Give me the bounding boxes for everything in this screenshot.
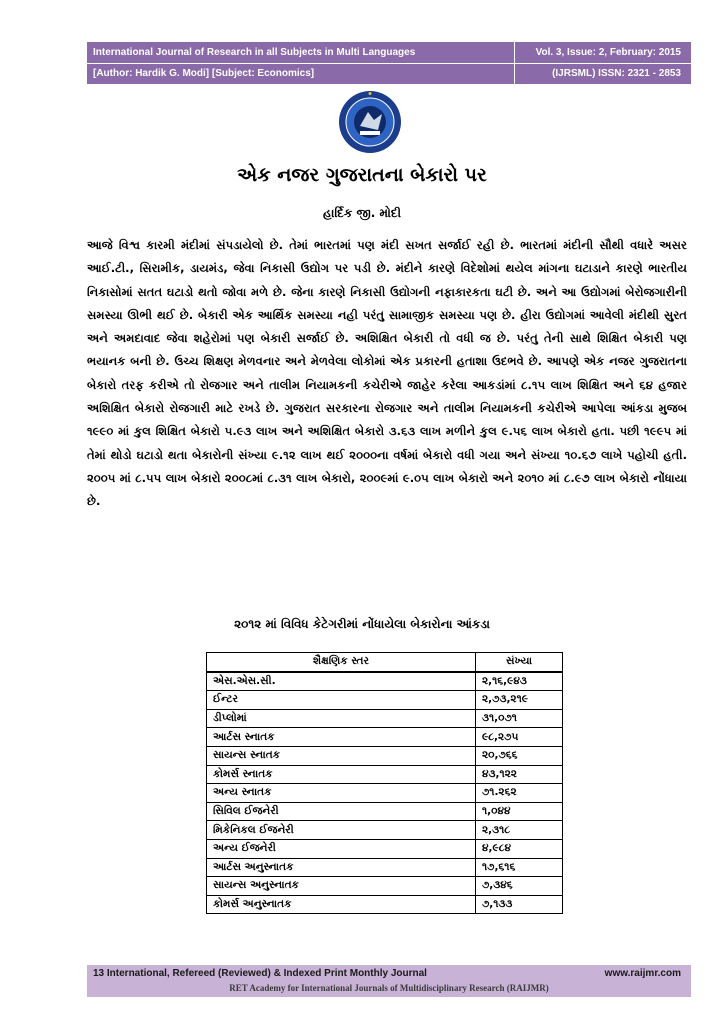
education-level-cell: કોમર્સ સ્નાતક bbox=[207, 765, 476, 784]
education-level-cell: સાયન્સ અનુસ્નાતક bbox=[207, 877, 476, 896]
footer-page-line: 13 International, Refereed (Reviewed) & Indexed Print Monthly Journal bbox=[93, 968, 427, 979]
journal-footer bbox=[87, 965, 691, 997]
count-cell: ૪૩,૧૨૨ bbox=[476, 765, 563, 784]
journal-header bbox=[87, 42, 691, 84]
table-row bbox=[207, 858, 563, 877]
header-row-top bbox=[87, 42, 691, 64]
count-cell: ૩૧,૦૭૧ bbox=[476, 709, 563, 728]
article-author: હાર્દિક જી. મોદી bbox=[322, 206, 402, 220]
table-row bbox=[207, 821, 563, 840]
table-row bbox=[207, 709, 563, 728]
table-row bbox=[207, 839, 563, 858]
education-level-cell: સિવિલ ઈજનેરી bbox=[207, 802, 476, 821]
table-caption: ૨૦૧૨ માં વિવિધ કેટેગરીમાં નોંધાયેલા બેકારોના આંકડા bbox=[234, 617, 490, 631]
table-row bbox=[207, 672, 563, 691]
count-cell: ૨,૩૧૮ bbox=[476, 821, 563, 840]
education-level-cell: સાયન્સ સ્નાતક bbox=[207, 746, 476, 765]
table-header-row bbox=[207, 653, 563, 672]
journal-name: International Journal of Research in all Subjects in Multi Languages bbox=[93, 47, 416, 58]
article-body: આજે વિશ્વ કારમી મંદીમાં સંપડાયેલો છે. તેમાં ભારતમાં પણ મંદી સખત સર્જાઈ રહી છે. ભારતમાં મંદીની સૌથી વધારે અસર આઈ.ટી., સિરામીક, ડાયમંડ, જેવા નિકાસી ઉદ્યોગ પર પડી છે. મંદીને કારણે વિદેશોમાં થયેલ માંગના ઘટાડાને કારણે ભારતીય નિકાસોમાં સતત ઘટાડો થતો જોવા મળે છે. જેના કારણે નિકાસી ઉદ્યોગની નફાકારકતા ઘટી છે. અને આ ઉદ્યોગમાં બેરોજગારીની સમસ્યા ઊભી થઈ છે. બેકારી એક આર્થિક સમસ્યા નહી પરંતુ સામાજીક સમસ્યા પણ છે. હીરા ઉદ્યોગમાં આવેલી મંદીથી સુરત અને અમદાવાદ જેવા શહેરોમાં પણ બેકારી સર્જાઈ છે. અશિક્ષિત બેકારી તો વધી જ છે. પરંતુ તેની સાથે શિક્ષિત બેકારી પણ ભયાનક બની છે. ઉચ્ચ શિક્ષણ મેળવનાર અને મેળવેલા લોકોમાં એક પ્રકારની હતાશા ઉદભવે છે. આપણે એક નજર ગુજરાતના બેકારો તરફ કરીએ તો રોજગાર અને તાલીમ નિયામકની કચેરીએ જાહેર કરેલા આકડાંમાં ૮.૧૫ લાખ શિક્ષિત અને ૬૪ હજાર અશિક્ષિત બેકારો રોજગારી માટે રખડે છે. ગુજરાત સરકારના રોજગાર અને તાલીમ નિયામકની કચેરીએ આપેલા આંકડા મુજબ ૧૯૯૦ માં કુલ શિક્ષિત બેકારો ૫.૯૩ લાખ અને અશિક્ષિત બેકારો ૩.૬૩ લાખ મળીને કુલ ૯.૫૬ લાખ બેકારો હતા. પછી ૧૯૯૫ માં તેમાં થોડો ઘટાડો થતા બેકારોની સંખ્યા ૯.૧૨ લાખ થઈ ૨૦૦૦ના વર્ષમાં બેકારો વધી ગયા અને સંખ્યા ૧૦.૬૭ લાખે પહોચી હતી. ૨૦૦૫ માં ૮.૫૫ લાખ બેકારો ૨૦૦૮માં ૮.૩૧ લાખ બેકારો, ૨૦૦૯માં ૯.૦૫ લાખ બેકારો અને ૨૦૧૦ માં ૮.૯૭ લાખ બેકારો નોંધાયા છે. bbox=[87, 238, 687, 509]
unemployment-table bbox=[206, 652, 563, 914]
column-header-count: સંખ્યા bbox=[476, 653, 563, 672]
table-row bbox=[207, 746, 563, 765]
table-row bbox=[207, 765, 563, 784]
table-row bbox=[207, 877, 563, 896]
table-row bbox=[207, 691, 563, 710]
education-level-cell: અન્ય ઈજનેરી bbox=[207, 839, 476, 858]
education-level-cell: કોમર્સ અનુસ્નાતક bbox=[207, 895, 476, 914]
count-cell: ૧૭,૬૧૬ bbox=[476, 858, 563, 877]
education-level-cell: અન્ય સ્નાતક bbox=[207, 784, 476, 803]
education-level-cell: આર્ટસ અનુસ્નાતક bbox=[207, 858, 476, 877]
education-level-cell: આર્ટસ સ્નાતક bbox=[207, 728, 476, 747]
footer-website-link[interactable]: www.raijmr.com bbox=[604, 968, 681, 979]
author-subject: [Author: Hardik G. Modi] [Subject: Economics] bbox=[93, 68, 315, 79]
count-cell: ૭,૩૪૬ bbox=[476, 877, 563, 896]
volume-issue: Vol. 3, Issue: 2, February: 2015 bbox=[535, 47, 681, 58]
header-divider bbox=[514, 42, 515, 84]
footer-academy: RET Academy for International Journals of Multidisciplinary Research (RAIJMR) bbox=[229, 983, 549, 993]
count-cell: ૨,૭૩,૨૧૯ bbox=[476, 691, 563, 710]
table-row bbox=[207, 895, 563, 914]
count-cell: ૭,૧૩૩ bbox=[476, 895, 563, 914]
issn: (IJRSML) ISSN: 2321 - 2853 bbox=[552, 68, 681, 79]
table-row bbox=[207, 728, 563, 747]
count-cell: ૨,૧૬,૯૪૩ bbox=[476, 672, 563, 691]
table-row bbox=[207, 784, 563, 803]
count-cell: ૭૧.૨૬૨ bbox=[476, 784, 563, 803]
count-cell: ૯૮,૨૭૫ bbox=[476, 728, 563, 747]
count-cell: ૨૦,૭૬૬ bbox=[476, 746, 563, 765]
education-level-cell: એસ.એસ.સી. bbox=[207, 672, 476, 691]
article-title: એક નજર ગુજરાતના બેકારો પર bbox=[237, 164, 487, 186]
education-level-cell: ડીપ્લોમાં bbox=[207, 709, 476, 728]
table-row bbox=[207, 802, 563, 821]
count-cell: ૧,૦૪૪ bbox=[476, 802, 563, 821]
education-level-cell: ઈન્ટર bbox=[207, 691, 476, 710]
header-row-bottom bbox=[87, 63, 691, 84]
raijmr-seal-icon bbox=[338, 90, 402, 154]
count-cell: ૪,૯૮૪ bbox=[476, 839, 563, 858]
column-header-education-level: શૈક્ષણિક સ્તર bbox=[207, 653, 476, 672]
education-level-cell: મિકેનિકલ ઈજનેરી bbox=[207, 821, 476, 840]
